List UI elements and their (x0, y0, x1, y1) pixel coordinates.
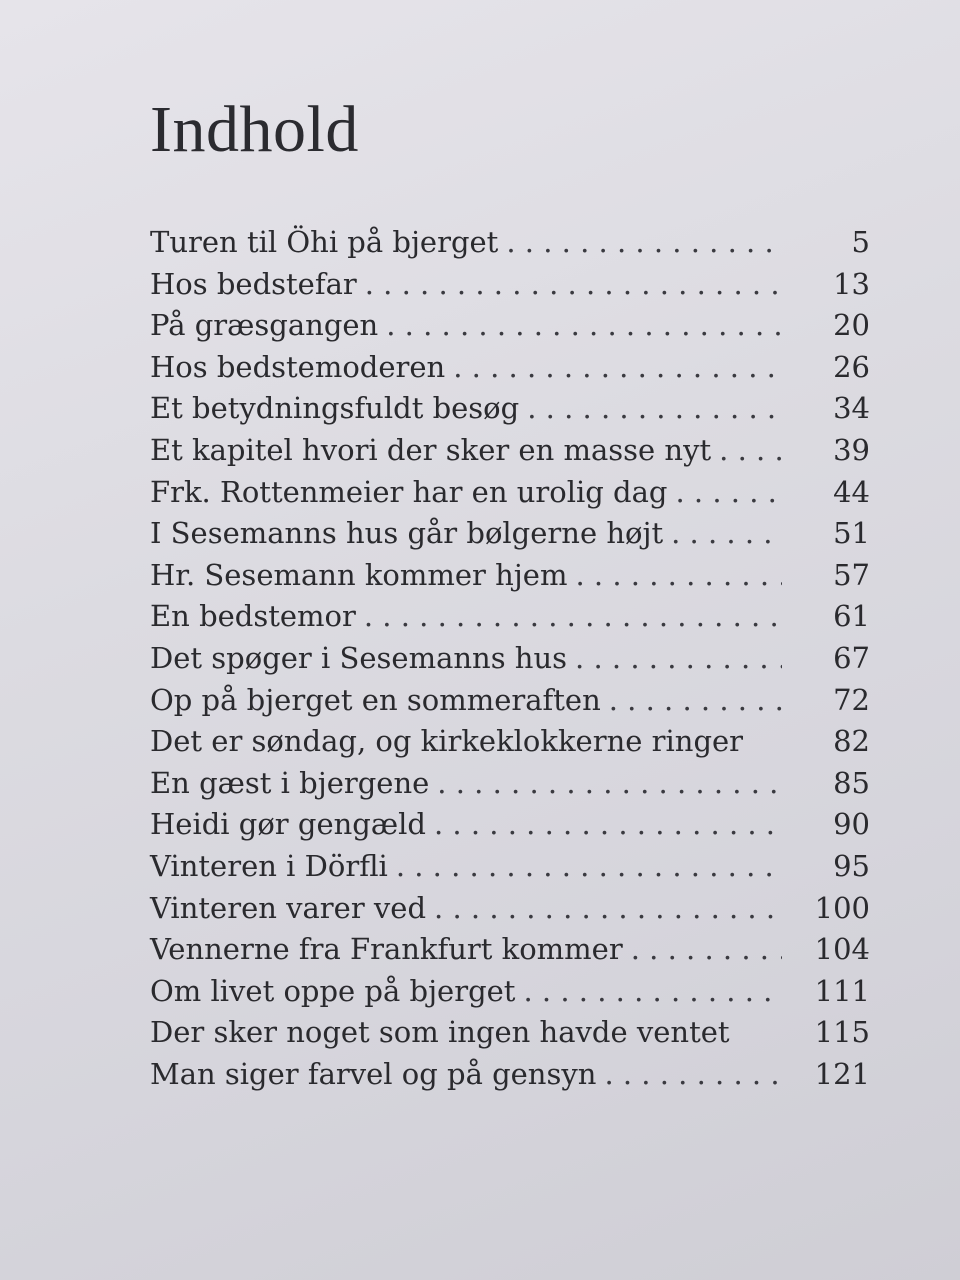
toc-entry (150, 430, 870, 472)
toc-entry-page: 51 (833, 516, 870, 551)
toc-leader-dots (434, 888, 782, 930)
toc-entry (150, 388, 870, 430)
toc-entry-page: 26 (833, 349, 870, 384)
toc-entry (150, 472, 870, 514)
toc-entry-title: Om livet oppe på bjerget (150, 973, 516, 1008)
toc-entry (150, 513, 870, 555)
toc-entry (150, 1012, 870, 1054)
page-title: Indhold (150, 93, 359, 166)
toc-entry-page: 121 (814, 1056, 870, 1091)
toc-leader-dots (523, 971, 782, 1013)
toc-entry-title: Vinteren varer ved (150, 890, 427, 925)
toc-leader-dots (671, 513, 782, 555)
toc-entry-title: Der sker noget som ingen havde ventet (150, 1015, 730, 1050)
toc-entry-title: Vennerne fra Frankfurt kommer (150, 932, 623, 967)
toc-entry-page: 5 (851, 225, 870, 259)
toc-entry (150, 555, 870, 597)
toc-leader-dots (437, 763, 782, 805)
toc-entry-page: 95 (833, 848, 870, 883)
toc-leader-dots (506, 222, 782, 264)
toc-entry (150, 305, 870, 347)
toc-entry-title: Turen til Öhi på bjerget (150, 225, 499, 259)
toc-leader-dots (453, 347, 782, 389)
toc-entry (150, 596, 870, 638)
toc-entry-title: Et kapitel hvori der sker en masse nyt (150, 432, 712, 467)
toc-entry-page: 44 (833, 474, 870, 509)
toc-entry-page: 20 (833, 308, 870, 343)
toc-entry-title: Hos bedstefar (150, 266, 357, 301)
toc-entry-title: Det spøger i Sesemanns hus (150, 640, 568, 675)
toc-entry (150, 264, 870, 306)
toc-entry-title: Hr. Sesemann kommer hjem (150, 557, 568, 592)
toc-entry-title: Man siger farvel og på gensyn (150, 1056, 597, 1091)
toc-entry-page: 85 (833, 765, 870, 800)
toc-entry-title: Vinteren i Dörfli (150, 848, 388, 883)
toc-leader-dots (396, 846, 782, 888)
toc-entry-page: 67 (833, 640, 870, 675)
toc-entry-page: 57 (833, 557, 870, 592)
toc-entry-page: 111 (814, 973, 870, 1008)
toc-entry-title: I Sesemanns hus går bølgerne højt (150, 516, 664, 551)
toc-leader-dots (609, 680, 782, 722)
toc-entry (150, 680, 870, 722)
toc-leader-dots (575, 638, 782, 680)
toc-entry (150, 971, 870, 1013)
toc-entry-page: 82 (833, 724, 870, 759)
toc-entry (150, 1054, 870, 1096)
toc-entry (150, 222, 870, 264)
toc-entry (150, 347, 870, 389)
toc-entry-title: På græsgangen (150, 308, 379, 343)
toc-entry-title: Op på bjerget en sommeraften (150, 682, 601, 717)
toc-leader-dots (675, 472, 782, 514)
toc-leader-dots (434, 804, 782, 846)
toc-leader-dots (631, 929, 782, 971)
toc-leader-dots (719, 430, 782, 472)
toc-entry-page: 115 (814, 1015, 870, 1050)
toc-entry (150, 721, 870, 763)
toc-leader-dots (604, 1054, 782, 1096)
toc-entry-page: 13 (833, 266, 870, 301)
toc-entry-page: 39 (833, 432, 870, 467)
toc-entry-title: Heidi gør gengæld (150, 807, 426, 842)
toc-entry-page: 104 (814, 932, 870, 967)
toc-entry-title: Et betydningsfuldt besøg (150, 391, 520, 426)
toc-entry-page: 72 (833, 682, 870, 717)
table-of-contents (150, 222, 870, 1095)
toc-leader-dots (364, 596, 782, 638)
toc-entry-title: Det er søndag, og kirkeklokkerne ringer (150, 724, 744, 759)
toc-entry-page: 100 (814, 890, 870, 925)
toc-entry-title: En gæst i bjergene (150, 765, 430, 800)
toc-entry (150, 763, 870, 805)
toc-leader-dots (527, 388, 782, 430)
toc-entry-page: 90 (833, 807, 870, 842)
toc-entry-page: 34 (833, 391, 870, 426)
toc-entry-title: Frk. Rottenmeier har en urolig dag (150, 474, 668, 509)
toc-entry-title: Hos bedstemoderen (150, 349, 446, 384)
toc-leader-dots (386, 305, 782, 347)
toc-leader-dots (575, 555, 782, 597)
toc-entry (150, 638, 870, 680)
toc-entry (150, 888, 870, 930)
toc-entry-title: En bedstemor (150, 599, 356, 634)
toc-leader-dots (365, 264, 782, 306)
toc-entry (150, 804, 870, 846)
toc-entry-page: 61 (833, 599, 870, 634)
toc-entry (150, 846, 870, 888)
toc-entry (150, 929, 870, 971)
